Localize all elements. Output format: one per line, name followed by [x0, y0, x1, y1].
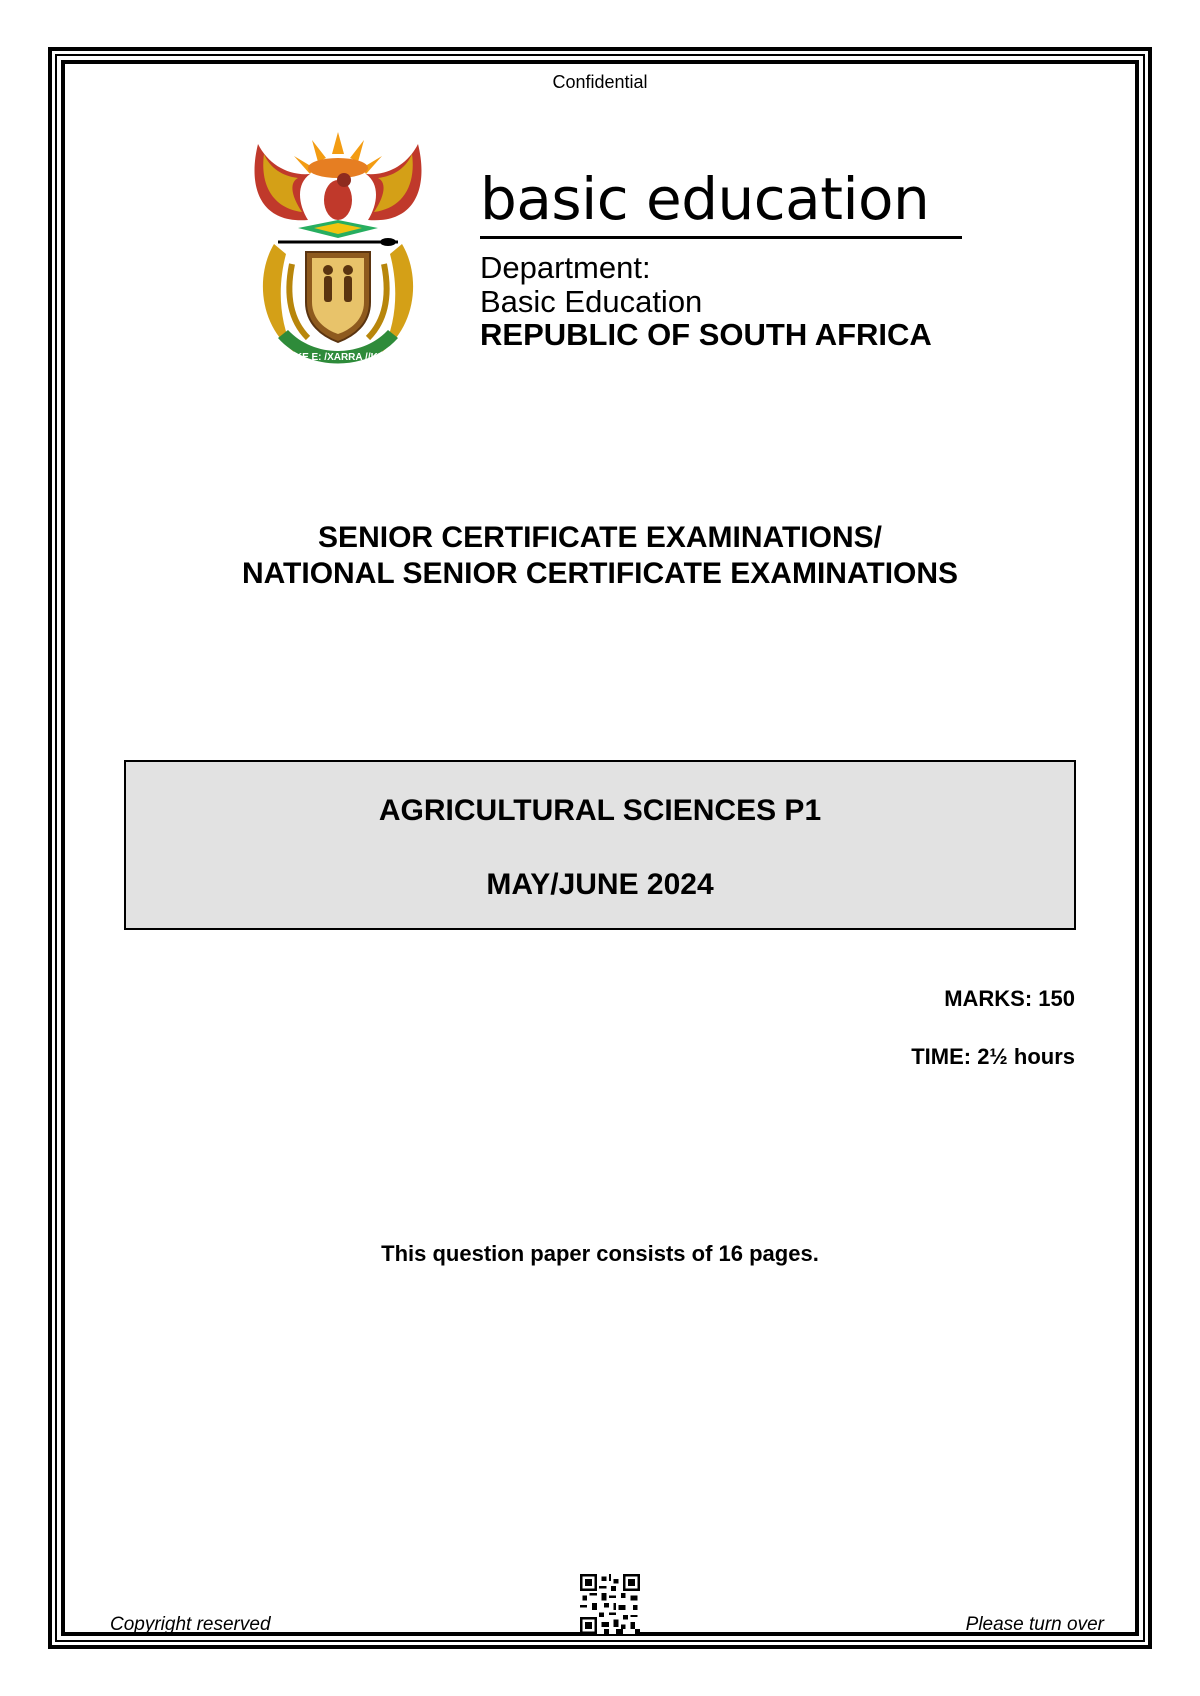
brand-divider	[480, 236, 962, 239]
page-count-note: This question paper consists of 16 pages.	[381, 1241, 819, 1266]
time-label: TIME: 2½ hours	[911, 1044, 1075, 1069]
coat-of-arms-icon	[238, 124, 438, 374]
brand-title: basic education	[480, 165, 930, 233]
subject-name: AGRICULTURAL SCIENCES P1	[378, 794, 822, 827]
brand-basic-education: Basic Education	[480, 284, 703, 319]
turn-over-note: Please turn over	[965, 1614, 1104, 1635]
subject-box	[124, 760, 1076, 930]
marks-label: MARKS: 150	[944, 986, 1075, 1011]
qr-code-icon	[580, 1574, 640, 1634]
brand-country: REPUBLIC OF SOUTH AFRICA	[480, 317, 932, 352]
brand-department: Department:	[480, 250, 651, 285]
exam-heading-line-2: NATIONAL SENIOR CERTIFICATE EXAMINATIONS	[241, 557, 959, 590]
subject-session: MAY/JUNE 2024	[486, 868, 714, 901]
motto-text: !KE E: /XARRA //KE	[291, 352, 385, 363]
exam-heading	[0, 520, 1200, 592]
confidential-label: Confidential	[552, 72, 648, 92]
copyright-note: Copyright reserved	[110, 1614, 271, 1635]
exam-heading-line-1: SENIOR CERTIFICATE EXAMINATIONS/	[318, 521, 882, 554]
